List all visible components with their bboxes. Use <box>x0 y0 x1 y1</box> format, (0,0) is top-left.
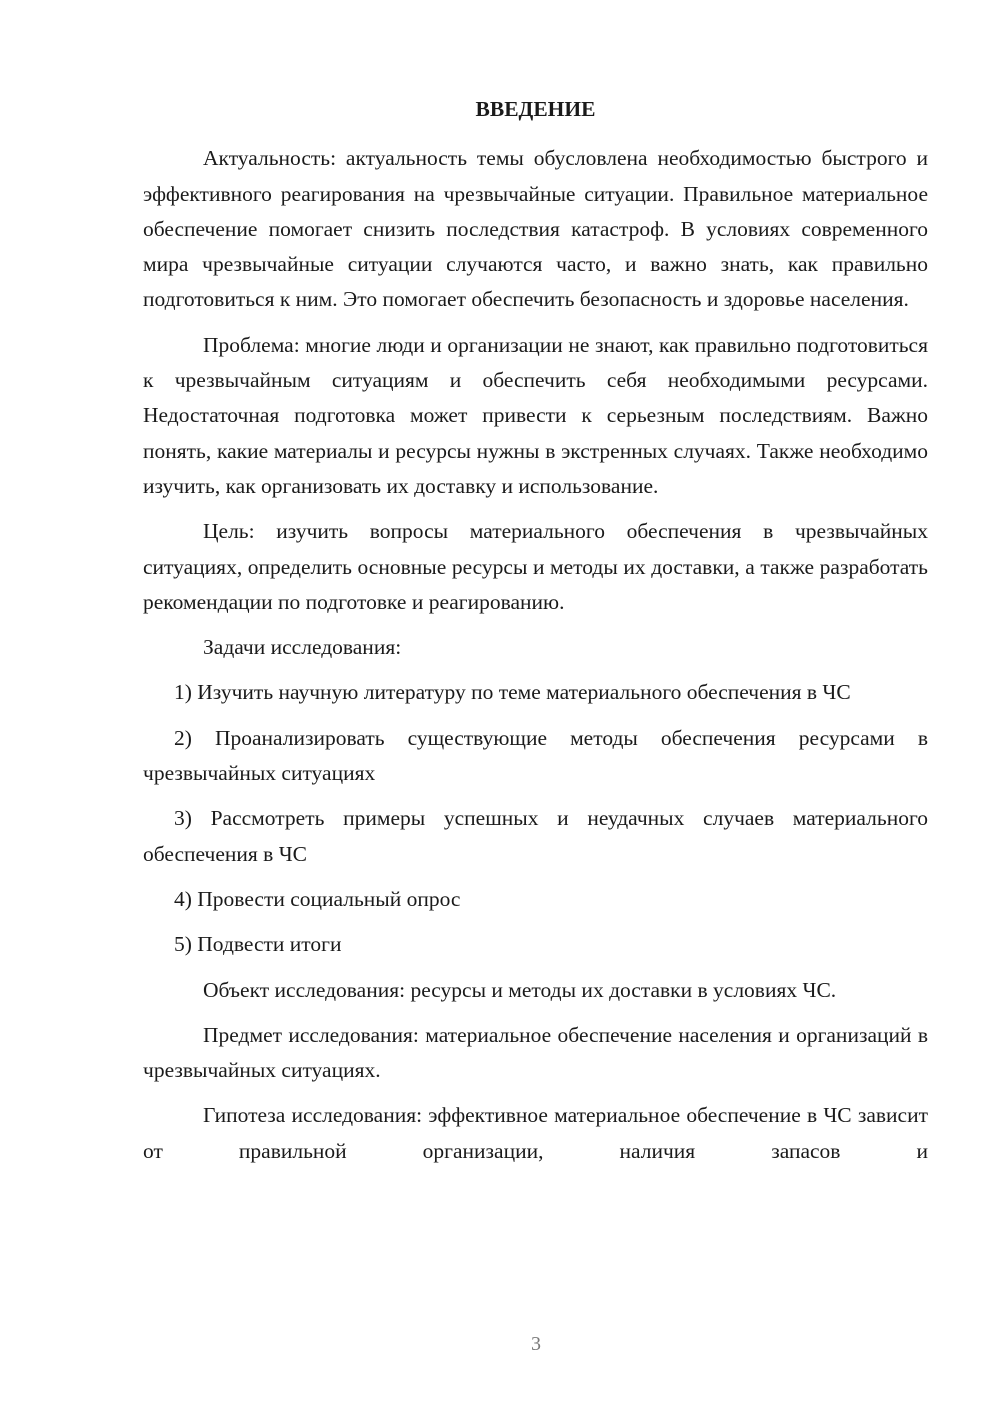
paragraph-relevance: Актуальность: актуальность темы обусловлена необходимостью быстрого и эффективного реагирования на чрезвычайные ситуации. Правильное материальное обеспечение помогает снизить последствия катастроф. В условиях современного мира чрезвычайные ситуации случаются часто, и важно знать, как правильно подготовиться к ним. Это помогает обеспечить безопасность и здоровье населения. <box>143 146 928 312</box>
paragraph-hypothesis: Гипотеза исследования: эффективное материальное обеспечение в ЧС зависит от правильной организации, наличия запасов и <box>143 1103 928 1163</box>
paragraph-problem: Проблема: многие люди и организации не знают, как правильно подготовиться к чрезвычайным ситуациям и обеспечить себя необходимыми ресурсами. Недостаточная подготовка может привести к серьезным последствиям. Важно понять, какие материалы и ресурсы нужны в экстренных случаях. Также необходимо изучить, как организовать их доставку и использование. <box>143 332 928 498</box>
task-item: 5) Подвести итоги <box>174 932 342 957</box>
task-item: 4) Провести социальный опрос <box>174 886 461 911</box>
task-item: 1) Изучить научную литературу по теме материального обеспечения в ЧС <box>174 680 851 705</box>
section-title: ВВЕДЕНИЕ <box>475 97 596 121</box>
task-item: 3) Рассмотреть примеры успешных и неудачных случаев материального обеспечения в ЧС <box>143 806 928 866</box>
paragraph-subject: Предмет исследования: материальное обеспечение населения и организаций в чрезвычайных ситуациях. <box>143 1022 928 1083</box>
page-number: 3 <box>531 1333 541 1355</box>
page-content <box>143 92 928 1169</box>
paragraph-goal: Цель: изучить вопросы материального обеспечения в чрезвычайных ситуациях, определить основные ресурсы и методы их доставки, а также разработать рекомендации по подготовке и реагированию. <box>143 519 928 614</box>
task-item: 2) Проанализировать существующие методы обеспечения ресурсами в чрезвычайных ситуациях <box>143 725 928 786</box>
paragraph-object: Объект исследования: ресурсы и методы их доставки в условиях ЧС. <box>203 977 837 1002</box>
paragraph-tasks-heading: Задачи исследования: <box>203 635 402 660</box>
